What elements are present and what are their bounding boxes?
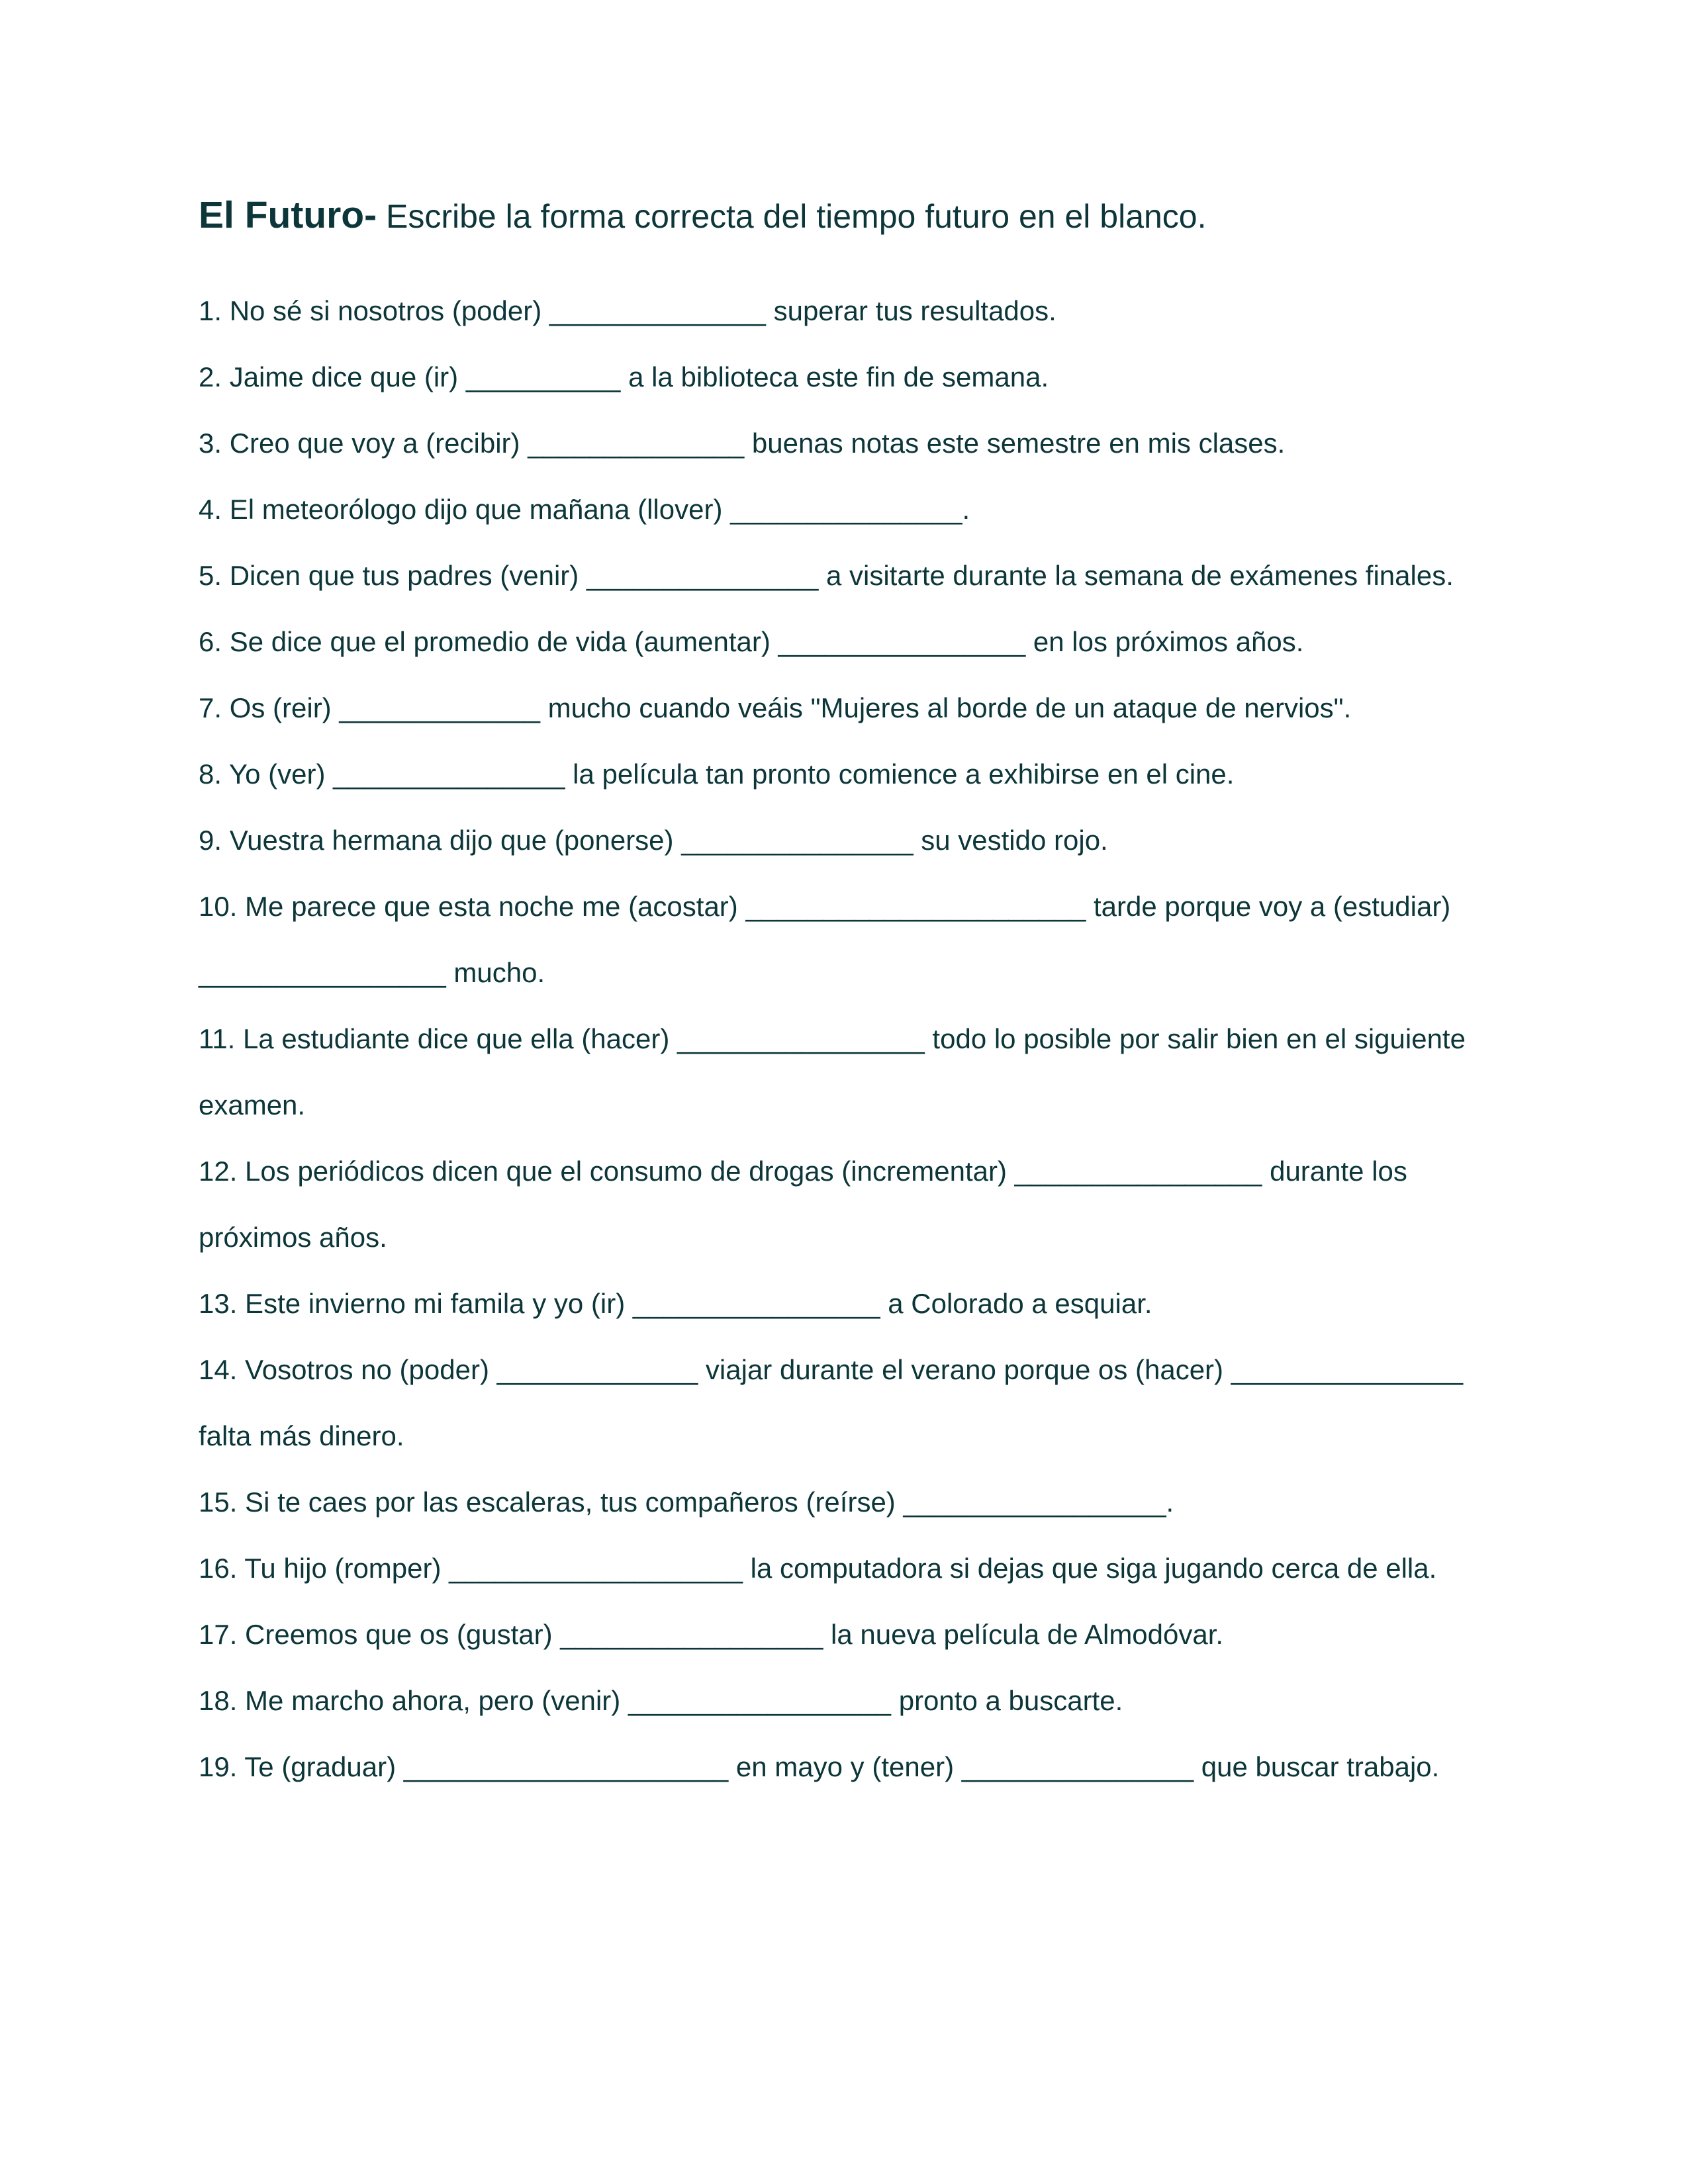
exercise-line: 5. Dicen que tus padres (venir) _______________ a visitarte durante la semana de exámenes finales. [199,560,1454,591]
exercise-item [199,1138,1493,1271]
exercise-line: 12. Los periódicos dicen que el consumo de drogas (incrementar) ________________ durante los [199,1156,1407,1187]
title-instructions: Escribe la forma correcta del tiempo futuro en el blanco. [377,198,1207,235]
exercise-line: 11. La estudiante dice que ella (hacer) ________________ todo lo posible por salir bien en el siguiente [199,1023,1466,1054]
exercise-item [199,1668,1493,1734]
exercise-line: 19. Te (graduar) _____________________ en mayo y (tener) _______________ que buscar trabajo. [199,1751,1440,1782]
exercise-item [199,477,1493,543]
exercise-line: 13. Este invierno mi famila y yo (ir) ________________ a Colorado a esquiar. [199,1288,1152,1319]
exercise-line: 7. Os (reir) _____________ mucho cuando veáis "Mujeres al borde de un ataque de nervios". [199,692,1352,723]
exercise-item [199,874,1493,1006]
exercise-item [199,1337,1493,1469]
exercise-item [199,410,1493,477]
exercise-line: 6. Se dice que el promedio de vida (aumentar) ________________ en los próximos años. [199,626,1304,657]
exercise-line: 15. Si te caes por las escaleras, tus compañeros (reírse) _________________. [199,1486,1174,1518]
exercise-item [199,1006,1493,1138]
exercise-line: 10. Me parece que esta noche me (acostar) ______________________ tarde porque voy a (estudiar) [199,891,1451,922]
exercise-line: 4. El meteorólogo dijo que mañana (llover) _______________. [199,494,970,525]
exercise-line: 14. Vosotros no (poder) _____________ viajar durante el verano porque os (hacer) _______________ [199,1354,1464,1385]
exercise-line: 2. Jaime dice que (ir) __________ a la biblioteca este fin de semana. [199,361,1049,392]
title-heading: El Futuro- [199,194,377,236]
exercise-list [199,278,1493,1800]
exercise-line: 17. Creemos que os (gustar) _________________ la nueva película de Almodóvar. [199,1619,1224,1650]
exercise-item [199,1469,1493,1535]
exercise-line: 16. Tu hijo (romper) ___________________ la computadora si dejas que siga jugando cerca de ella. [199,1553,1437,1584]
exercise-line-continuation: próximos años. [199,1222,387,1253]
exercise-item [199,741,1493,807]
exercise-line: 18. Me marcho ahora, pero (venir) _________________ pronto a buscarte. [199,1685,1123,1716]
exercise-line: 8. Yo (ver) _______________ la película tan pronto comience a exhibirse en el cine. [199,758,1235,790]
exercise-item [199,675,1493,741]
worksheet-title [199,193,1207,237]
exercise-item [199,609,1493,675]
exercise-item [199,1602,1493,1668]
exercise-item [199,543,1493,609]
exercise-item [199,807,1493,874]
exercise-item [199,1535,1493,1602]
exercise-line: 1. No sé si nosotros (poder) ______________ superar tus resultados. [199,295,1056,326]
exercise-item [199,1734,1493,1800]
exercise-line: 3. Creo que voy a (recibir) ______________ buenas notas este semestre en mis clases. [199,428,1286,459]
exercise-line-continuation: examen. [199,1089,306,1120]
exercise-line: 9. Vuestra hermana dijo que (ponerse) _______________ su vestido rojo. [199,825,1108,856]
exercise-item [199,1271,1493,1337]
exercise-line-continuation: falta más dinero. [199,1420,404,1451]
exercise-item [199,278,1493,344]
exercise-item [199,344,1493,410]
exercise-line-continuation: ________________ mucho. [199,957,545,988]
